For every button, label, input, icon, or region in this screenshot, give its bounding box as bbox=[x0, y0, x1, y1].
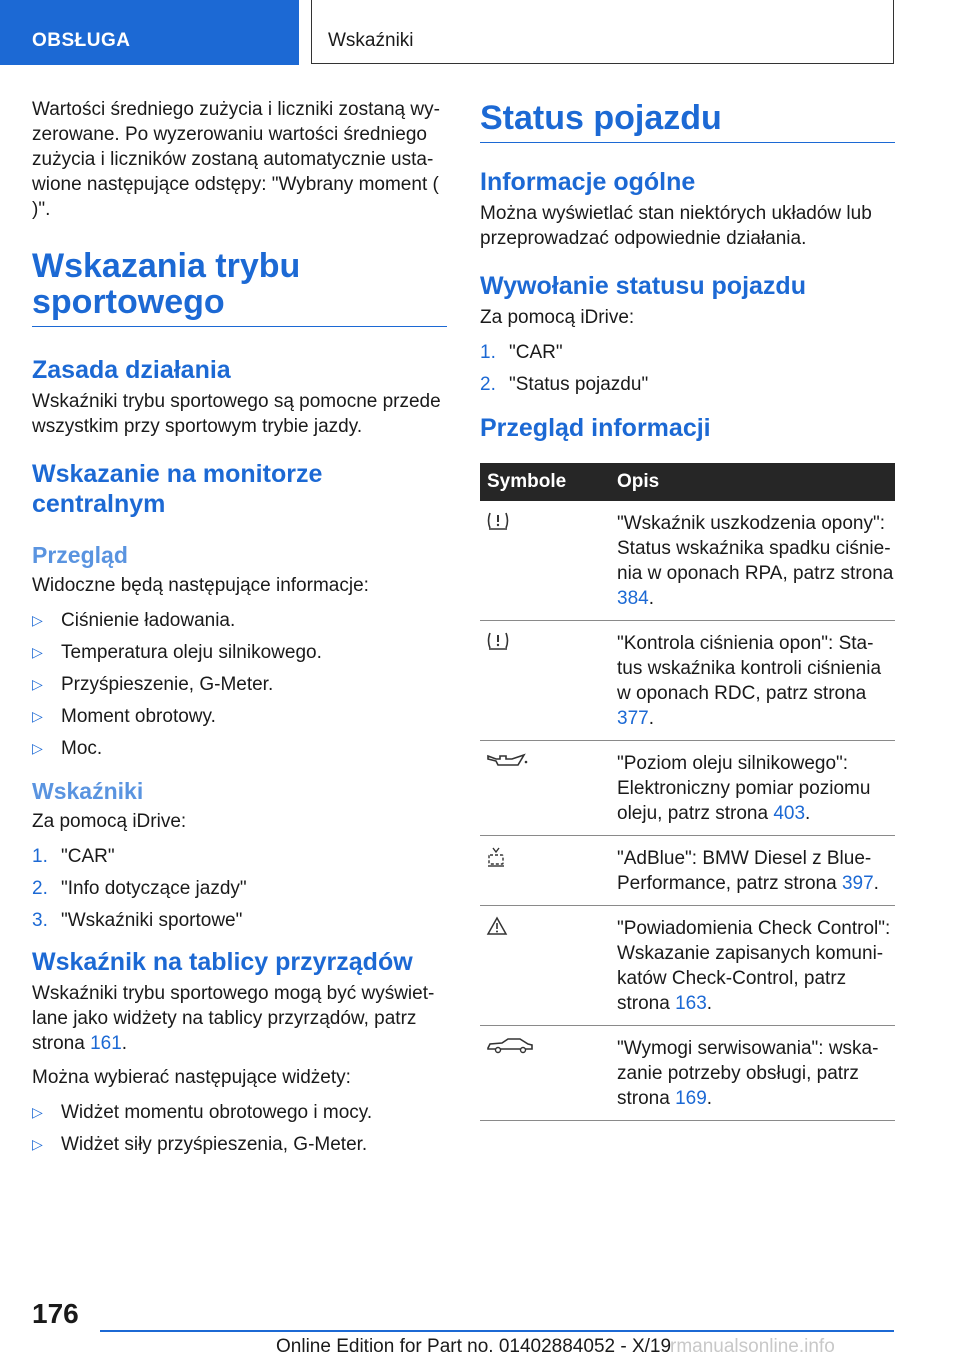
table-row bbox=[480, 621, 895, 741]
step-number: 3. bbox=[32, 910, 48, 931]
central-monitor-heading: Wskazanie na monitorze centralnym bbox=[32, 460, 323, 518]
status-table bbox=[480, 463, 895, 1121]
step-text: "Wskaźniki sportowe" bbox=[61, 910, 243, 931]
table-row bbox=[480, 906, 895, 1026]
chapter-tab bbox=[311, 0, 894, 64]
description-end: . bbox=[648, 588, 654, 609]
indicators-heading: Wskaźniki bbox=[32, 778, 144, 804]
list-item bbox=[32, 672, 447, 697]
call-status-text: Za pomocą iDrive: bbox=[480, 307, 635, 328]
step-item bbox=[32, 908, 447, 933]
chapter-label: Wskaźniki bbox=[328, 30, 414, 51]
vehicle-status-heading: Status pojazdu bbox=[480, 100, 895, 143]
cluster-text bbox=[32, 981, 447, 1056]
oil-can-icon bbox=[486, 751, 530, 769]
page-link[interactable]: 403 bbox=[773, 803, 806, 824]
column-header-description: Opis bbox=[613, 463, 895, 501]
step-item bbox=[480, 372, 895, 397]
step-item bbox=[32, 844, 447, 869]
page-link[interactable]: 169 bbox=[675, 1088, 707, 1109]
bullet-triangle-icon: ▷ bbox=[32, 612, 43, 628]
step-text: "Status pojazdu" bbox=[509, 374, 649, 395]
sport-mode-heading: Wskazania trybu sportowego bbox=[32, 248, 447, 327]
description-cell bbox=[613, 741, 895, 836]
list-item-text: Moment obrotowy. bbox=[61, 706, 216, 727]
bullet-triangle-icon: ▷ bbox=[32, 740, 43, 756]
icon-cell bbox=[480, 621, 613, 741]
overview-text: Widoczne będą następujące informacje: bbox=[32, 575, 369, 596]
car-service-icon bbox=[486, 1036, 534, 1054]
step-text: "CAR" bbox=[509, 342, 563, 363]
icon-cell bbox=[480, 906, 613, 1026]
description-cell bbox=[613, 906, 895, 1026]
tire-pressure-warning-icon bbox=[486, 511, 510, 531]
general-info-heading: Informacje ogólne bbox=[480, 168, 696, 196]
cluster-text-body: Wskaźniki trybu sportowego mogą być wyświet-lane jako widżety na tablicy przyrządów, patrz strona bbox=[32, 983, 435, 1054]
cluster-text-end: . bbox=[121, 1033, 128, 1054]
list-item-text: Temperatura oleju silnikowego. bbox=[61, 642, 322, 663]
principle-text: Wskaźniki trybu sportowego są pomocne przede wszystkim przy sportowym trybie jazdy. bbox=[32, 391, 441, 437]
list-item bbox=[32, 608, 447, 633]
overview-list bbox=[32, 608, 447, 761]
list-item-text: Moc. bbox=[61, 738, 103, 759]
description-cell bbox=[613, 836, 895, 906]
bullet-triangle-icon: ▷ bbox=[32, 1136, 43, 1152]
table-row bbox=[480, 1026, 895, 1121]
icon-cell bbox=[480, 741, 613, 836]
right-column bbox=[480, 100, 895, 1121]
page-link[interactable]: 377 bbox=[617, 708, 649, 729]
description-end: . bbox=[805, 803, 811, 824]
description-text: "Kontrola ciśnienia opon": Sta-tus wskaźnika kontroli ciśnienia w oponach RDC, patrz strona bbox=[617, 633, 882, 704]
cluster-heading: Wskaźnik na tablicy przyrządów bbox=[32, 948, 413, 976]
widgets-list bbox=[32, 1100, 447, 1157]
bullet-triangle-icon: ▷ bbox=[32, 644, 43, 660]
icon-cell bbox=[480, 1026, 613, 1121]
left-column bbox=[32, 97, 447, 1164]
list-item bbox=[32, 704, 447, 729]
page-number: 176 bbox=[32, 1298, 79, 1329]
widgets-text: Można wybierać następujące widżety: bbox=[32, 1067, 351, 1088]
watermark-text: rmanualsonline.info bbox=[670, 1336, 835, 1357]
description-end: . bbox=[648, 708, 654, 729]
page-link[interactable]: 163 bbox=[675, 993, 707, 1014]
page-link[interactable]: 397 bbox=[841, 873, 874, 894]
list-item-text: Widżet siły przyśpieszenia, G-Meter. bbox=[61, 1134, 368, 1155]
bullet-triangle-icon: ▷ bbox=[32, 676, 43, 692]
bullet-triangle-icon: ▷ bbox=[32, 1104, 43, 1120]
list-item bbox=[32, 1100, 447, 1125]
footer-divider bbox=[100, 1330, 894, 1332]
step-item bbox=[480, 340, 895, 365]
description-text: "Powiadomienia Check Control": Wskazanie zapisanych komuni-katów Check-Control, patrz strona bbox=[617, 918, 891, 1014]
column-header-symbols: Symbole bbox=[480, 463, 613, 501]
info-overview-heading: Przegląd informacji bbox=[480, 414, 711, 442]
indicators-text: Za pomocą iDrive: bbox=[32, 811, 187, 832]
list-item bbox=[32, 1132, 447, 1157]
description-text: "Wymogi serwisowania": wska-zanie potrzeby obsługi, patrz strona bbox=[617, 1038, 879, 1109]
icon-cell bbox=[480, 836, 613, 906]
warning-triangle-icon bbox=[486, 916, 508, 936]
list-item-text: Ciśnienie ładowania. bbox=[61, 610, 236, 631]
table-row bbox=[480, 501, 895, 621]
general-info-text: Można wyświetlać stan niektórych układów lub przeprowadzać odpowiednie działania. bbox=[480, 203, 872, 249]
icon-cell bbox=[480, 501, 613, 621]
call-status-heading: Wywołanie statusu pojazdu bbox=[480, 272, 806, 300]
tire-pressure-monitor-icon bbox=[486, 631, 510, 651]
step-number: 1. bbox=[32, 846, 48, 867]
intro-paragraph: Wartości średniego zużycia i liczniki zostaną wy-zerowane. Po wyzerowaniu wartości średniego zużycia i liczników zostaną automatycznie usta-wione następujące odstępy: "Wybrany moment ( )". bbox=[32, 99, 440, 220]
table-row bbox=[480, 836, 895, 906]
bullet-triangle-icon: ▷ bbox=[32, 708, 43, 724]
table-header-row bbox=[480, 463, 895, 501]
call-status-steps bbox=[480, 340, 895, 397]
page-link[interactable]: 161 bbox=[90, 1033, 122, 1054]
list-item-text: Widżet momentu obrotowego i mocy. bbox=[61, 1102, 373, 1123]
list-item bbox=[32, 640, 447, 665]
page-link[interactable]: 384 bbox=[617, 588, 649, 609]
step-number: 2. bbox=[32, 878, 48, 899]
description-text: "AdBlue": BMW Diesel z Blue-Performance, patrz strona bbox=[617, 848, 872, 894]
description-end: . bbox=[706, 993, 713, 1014]
description-end: . bbox=[873, 873, 879, 894]
overview-heading: Przegląd bbox=[32, 542, 128, 568]
step-text: "CAR" bbox=[61, 846, 115, 867]
step-number: 1. bbox=[480, 342, 496, 363]
list-item bbox=[32, 736, 447, 761]
step-text: "Info dotyczące jazdy" bbox=[61, 878, 247, 899]
description-text: "Poziom oleju silnikowego": Elektroniczny pomiar poziomu oleju, patrz strona bbox=[617, 753, 871, 824]
description-end: . bbox=[706, 1088, 713, 1109]
description-cell bbox=[613, 621, 895, 741]
indicators-steps bbox=[32, 844, 447, 933]
table-row bbox=[480, 741, 895, 836]
description-cell bbox=[613, 501, 895, 621]
section-label: OBSŁUGA bbox=[32, 30, 131, 51]
description-text: "Wskaźnik uszkodzenia opony": Status wskaźnika spadku ciśnie-nia w oponach RPA, patrz strona bbox=[617, 513, 894, 584]
description-cell bbox=[613, 1026, 895, 1121]
list-item-text: Przyśpieszenie, G-Meter. bbox=[61, 674, 274, 695]
principle-heading: Zasada działania bbox=[32, 356, 231, 384]
step-number: 2. bbox=[480, 374, 496, 395]
edition-text: Online Edition for Part no. 01402884052 - X/19 bbox=[276, 1336, 672, 1357]
section-tab bbox=[0, 0, 299, 65]
adblue-icon bbox=[486, 846, 506, 868]
step-item bbox=[32, 876, 447, 901]
